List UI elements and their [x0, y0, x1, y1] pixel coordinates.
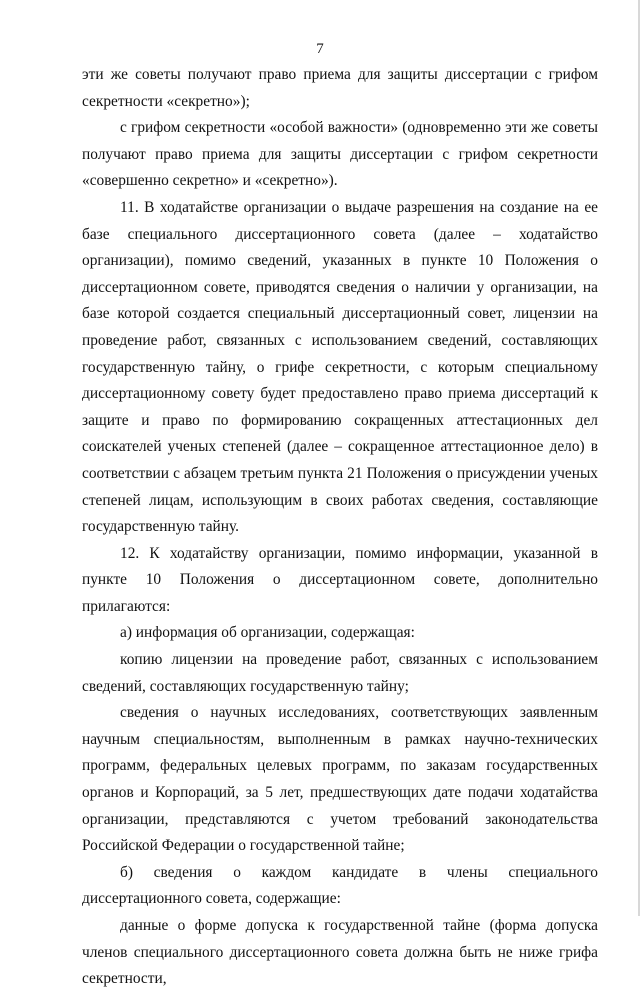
paragraph-research-info: сведения о научных исследованиях, соответствующих заявленным научным специальностям, выполненным в рамках научно-технических программ, федеральных целевых программ, по заказам государственных органов и Корпораций, за 5 лет, предшествующих дате подачи ходатайства организации, представляются с учетом требований законодательства Российской Федерации о государственной тайне;	[82, 704, 598, 855]
paragraph-secret-continuation: эти же советы получают право приема для защиты диссертации с грифом секретности «секретно»);	[82, 66, 598, 110]
paragraph-clearance-data: данные о форме допуска к государственной тайне (форма допуска членов специального диссертационного совета должна быть не ниже грифа секретности,	[82, 917, 598, 988]
paragraph-special-importance: с грифом секретности «особой важности» (одновременно эти же советы получают право приема для защиты диссертации с грифом секретности «совершенно секретно» и «секретно»).	[82, 119, 598, 190]
paragraph-subitem-a: а) информация об организации, содержащая:	[120, 624, 415, 642]
paragraph-item-12: 12. К ходатайству организации, помимо информации, указанной в пункте 10 Положения о диссертационном совете, дополнительно прилагаются:	[82, 544, 598, 615]
paragraph-license-copy: копию лицензии на проведение работ, связанных с использованием сведений, составляющих государственную тайну;	[82, 651, 598, 695]
document-body	[82, 62, 598, 993]
paragraph-subitem-b: б) сведения о каждом кандидате в члены специального диссертационного совета, содержащие:	[82, 863, 598, 908]
paragraph-item-11: 11. В ходатайстве организации о выдаче разрешения на создание на ее базе специального диссертационного совета (далее – ходатайство организации), помимо сведений, указанных в пункте 10 Положения о диссертационном совете, приводятся сведения о наличии у организации, на базе которой создается специальный диссертационный совет, лицензии на проведение работ, связанных с использованием сведений, составляющих государственную тайну, о грифе секретности, с которым специальному диссертационному совету будет предоставлено право приема диссертаций к защите и право по формированию сокращенных аттестационных дел соискателей ученых степеней (далее – сокращенное аттестационное дело) в соответствии с абзацем третьим пункта 21 Положения о присуждении ученых степеней лицам, использующим в своих работах сведения, составляющие государственную тайну.	[82, 198, 598, 536]
page-number: 7	[316, 41, 324, 57]
